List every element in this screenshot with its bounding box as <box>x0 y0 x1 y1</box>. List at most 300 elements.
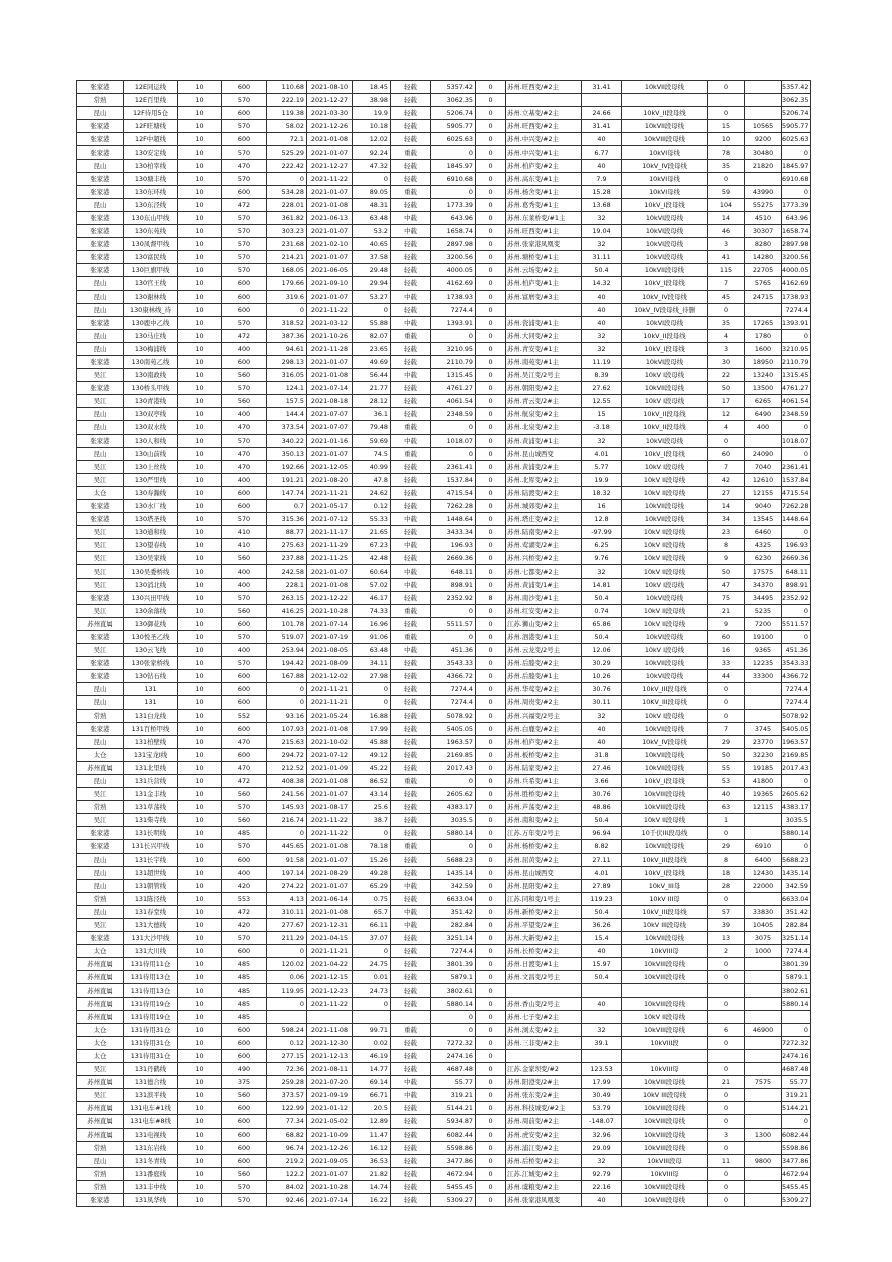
users-cell: 0 <box>708 1036 745 1049</box>
table-row <box>77 539 811 552</box>
users-cell: 0 <box>708 1193 745 1206</box>
table-row <box>77 1115 811 1128</box>
load-cell: 316.05 <box>267 369 307 382</box>
date-cell: 2021-01-07 <box>307 185 353 198</box>
date-cell: 2021-08-29 <box>307 866 353 879</box>
ratio-cell: 31.41 <box>582 81 622 94</box>
line-name-cell: 131超世线 <box>124 866 178 879</box>
rate-cell: 14.77 <box>353 1063 391 1076</box>
count-cell: 0 <box>476 94 506 107</box>
status-cell: 轻载 <box>391 81 431 94</box>
substation-cell: 苏州.新桥变/#2主 <box>506 905 582 918</box>
margin-cell: 5206.74 <box>431 107 476 120</box>
bus-cell: 10kV I段母线 <box>622 709 708 722</box>
ratio-cell: 36.26 <box>582 919 622 932</box>
load-cell: 211.29 <box>267 932 307 945</box>
bus-cell: 10kVII段母线 <box>622 500 708 513</box>
region-cell: 张家港 <box>77 630 124 643</box>
substation-cell: 江苏.万年变/2号主 <box>506 827 582 840</box>
count-cell: 0 <box>476 945 506 958</box>
bus-cell: 10kV_III母 <box>622 879 708 892</box>
ratio-cell: 32.96 <box>582 1128 622 1141</box>
users-cap-cell: 6230 <box>745 552 782 565</box>
available-cell: 0 <box>782 630 811 643</box>
rate-cell: 86.52 <box>353 774 391 787</box>
users-cap-cell: 1000 <box>745 945 782 958</box>
status-cell: 轻载 <box>391 617 431 630</box>
date-cell: 2021-10-28 <box>307 604 353 617</box>
margin-cell: 1738.93 <box>431 290 476 303</box>
capacity-cell: 420 <box>222 919 267 932</box>
status-cell: 轻载 <box>391 1167 431 1180</box>
margin-cell: 0 <box>431 146 476 159</box>
substation-cell: 苏州.旺西变/#2主 <box>506 120 582 133</box>
substation-cell <box>506 303 582 316</box>
line-name-cell: 131朝管线 <box>124 879 178 892</box>
load-cell: 145.93 <box>267 801 307 814</box>
substation-cell: 苏州.旺西变/#2主 <box>506 81 582 94</box>
table-row <box>77 1180 811 1193</box>
ratio-cell: 50.4 <box>582 905 622 918</box>
margin-cell: 643.96 <box>431 211 476 224</box>
ratio-cell: 24.66 <box>582 107 622 120</box>
bus-cell: 10kVIII段母线 <box>622 971 708 984</box>
substation-cell: 苏州.虞粮变/#2主 <box>506 1180 582 1193</box>
count-cell: 0 <box>476 342 506 355</box>
line-name-cell: 130山前线 <box>124 447 178 460</box>
rate-cell: 57.02 <box>353 578 391 591</box>
available-cell: 4715.54 <box>782 486 811 499</box>
ratio-cell: 13.68 <box>582 198 622 211</box>
region-cell: 张家港 <box>77 513 124 526</box>
voltage-cell: 10 <box>178 840 222 853</box>
table-row <box>77 94 811 107</box>
rate-cell: 28.12 <box>353 395 391 408</box>
users-cell: 0 <box>708 303 745 316</box>
date-cell: 2021-11-21 <box>307 696 353 709</box>
date-cell: 2021-04-15 <box>307 932 353 945</box>
date-cell: 2021-05-02 <box>307 1115 353 1128</box>
capacity-cell: 600 <box>222 133 267 146</box>
margin-cell: 5880.14 <box>431 827 476 840</box>
voltage-cell: 10 <box>178 919 222 932</box>
date-cell: 2021-10-09 <box>307 1128 353 1141</box>
load-cell: 259.28 <box>267 1076 307 1089</box>
users-cell: 0 <box>708 1180 745 1193</box>
substation-cell: 苏州.北泉变/#2主 <box>506 421 582 434</box>
capacity-cell: 470 <box>222 460 267 473</box>
users-cap-cell: 18950 <box>745 355 782 368</box>
status-cell: 重载 <box>391 447 431 460</box>
ratio-cell: -97.99 <box>582 526 622 539</box>
ratio-cell: 6.77 <box>582 146 622 159</box>
available-cell: 3802.61 <box>782 984 811 997</box>
count-cell: 0 <box>476 1193 506 1206</box>
voltage-cell: 10 <box>178 434 222 447</box>
line-name-cell: 131待用19仓 <box>124 1010 178 1023</box>
table-row <box>77 225 811 238</box>
count-cell: 0 <box>476 486 506 499</box>
bus-cell: 10kVIII段母线 <box>622 997 708 1010</box>
status-cell: 重载 <box>391 774 431 787</box>
voltage-cell: 10 <box>178 486 222 499</box>
bus-cell: 10kVI母线 <box>622 172 708 185</box>
available-cell: 3801.39 <box>782 958 811 971</box>
bus-cell: 10kV II段母线 <box>622 526 708 539</box>
ratio-cell: 27.89 <box>582 879 622 892</box>
rate-cell <box>353 1010 391 1023</box>
voltage-cell: 10 <box>178 369 222 382</box>
voltage-cell: 10 <box>178 578 222 591</box>
bus-cell: 10kV III段母线 <box>622 919 708 932</box>
available-cell: 6025.63 <box>782 133 811 146</box>
load-cell: 298.13 <box>267 355 307 368</box>
voltage-cell: 10 <box>178 133 222 146</box>
count-cell: 0 <box>476 1036 506 1049</box>
load-cell: 93.16 <box>267 709 307 722</box>
capacity-cell: 600 <box>222 355 267 368</box>
region-cell: 苏州直属 <box>77 958 124 971</box>
capacity-cell: 570 <box>222 264 267 277</box>
line-name-cell: 131凤华线 <box>124 1193 178 1206</box>
load-cell: 253.94 <box>267 644 307 657</box>
load-cell: 214.21 <box>267 251 307 264</box>
line-name-cell: 131待用13仓 <box>124 971 178 984</box>
users-cap-cell: 43990 <box>745 185 782 198</box>
rate-cell: 55.33 <box>353 513 391 526</box>
load-cell: 525.29 <box>267 146 307 159</box>
status-cell: 轻载 <box>391 945 431 958</box>
date-cell: 2021-10-28 <box>307 1180 353 1193</box>
rate-cell: 53.27 <box>353 290 391 303</box>
substation-cell: 苏州.柏庐变/#2主 <box>506 735 582 748</box>
region-cell: 吴江 <box>77 473 124 486</box>
bus-cell: 10KV_III段母线 <box>622 696 708 709</box>
load-cell: 350.13 <box>267 447 307 460</box>
load-cell <box>267 1010 307 1023</box>
users-cap-cell: 3075 <box>745 932 782 945</box>
substation-cell: 苏州.云场变/#2主 <box>506 264 582 277</box>
capacity-cell: 490 <box>222 1063 267 1076</box>
count-cell: 0 <box>476 617 506 630</box>
region-cell: 吴江 <box>77 565 124 578</box>
substation-cell <box>506 94 582 107</box>
status-cell: 轻载 <box>391 1049 431 1062</box>
region-cell: 太仓 <box>77 1036 124 1049</box>
line-name-cell: 130东苑线 <box>124 225 178 238</box>
substation-cell: 苏州.南苑变/#1主 <box>506 355 582 368</box>
substation-cell: 苏州.莺湖变/2#主 <box>506 539 582 552</box>
load-cell: 340.22 <box>267 434 307 447</box>
line-name-cell: 130南政线 <box>124 369 178 382</box>
substation-cell: 苏州.张家港凤凰变 <box>506 1193 582 1206</box>
users-cell: 21 <box>708 604 745 617</box>
substation-cell: 苏州.陆家变/#2主 <box>506 761 582 774</box>
count-cell: 0 <box>476 211 506 224</box>
status-cell: 中载 <box>391 879 431 892</box>
date-cell: 2021-12-30 <box>307 1036 353 1049</box>
capacity-cell: 600 <box>222 277 267 290</box>
voltage-cell: 10 <box>178 526 222 539</box>
users-cap-cell: 13500 <box>745 382 782 395</box>
available-cell: 3210.95 <box>782 342 811 355</box>
table-row <box>77 355 811 368</box>
count-cell: 0 <box>476 774 506 787</box>
voltage-cell: 10 <box>178 565 222 578</box>
users-cell: 0 <box>708 1063 745 1076</box>
available-cell: 7274.4 <box>782 696 811 709</box>
users-cell: 15 <box>708 120 745 133</box>
ratio-cell: 40 <box>582 945 622 958</box>
rate-cell: 74.33 <box>353 604 391 617</box>
date-cell: 2021-12-31 <box>307 919 353 932</box>
users-cell: 75 <box>708 591 745 604</box>
users-cap-cell <box>745 1010 782 1023</box>
status-cell: 轻载 <box>391 814 431 827</box>
date-cell: 2021-12-23 <box>307 984 353 997</box>
line-name-cell: 12E百里线 <box>124 94 178 107</box>
available-cell: 2017.43 <box>782 761 811 774</box>
available-cell: 0 <box>782 604 811 617</box>
region-cell: 吴江 <box>77 604 124 617</box>
count-cell: 0 <box>476 644 506 657</box>
status-cell: 轻载 <box>391 238 431 251</box>
substation-cell: 苏州.青云变/2#主 <box>506 395 582 408</box>
substation-cell: 苏州.陆南变/#2主 <box>506 526 582 539</box>
substation-cell: 苏州.航泉变/#2主 <box>506 408 582 421</box>
date-cell: 2021-04-22 <box>307 958 353 971</box>
available-cell: 4687.48 <box>782 1063 811 1076</box>
table-row <box>77 709 811 722</box>
table-row <box>77 81 811 94</box>
date-cell: 2021-01-08 <box>307 133 353 146</box>
bus-cell: 10kVI段母线 <box>622 591 708 604</box>
count-cell: 0 <box>476 1128 506 1141</box>
margin-cell: 351.42 <box>431 905 476 918</box>
table-row <box>77 513 811 526</box>
users-cell: 29 <box>708 840 745 853</box>
capacity-cell: 600 <box>222 1049 267 1062</box>
substation-cell: 苏州.周贵变/#2主 <box>506 696 582 709</box>
substation-cell: 苏州.葛秀变/#1主 <box>506 198 582 211</box>
load-cell: 0 <box>267 303 307 316</box>
available-cell: 1773.39 <box>782 198 811 211</box>
table-row <box>77 604 811 617</box>
users-cap-cell: 13240 <box>745 369 782 382</box>
margin-cell: 3477.86 <box>431 1154 476 1167</box>
region-cell: 张家港 <box>77 120 124 133</box>
bus-cell: 10kVIII段母线 <box>622 1102 708 1115</box>
margin-cell: 3433.34 <box>431 526 476 539</box>
ratio-cell: 40 <box>582 303 622 316</box>
line-name-cell: 131待用19仓 <box>124 997 178 1010</box>
count-cell: 0 <box>476 801 506 814</box>
status-cell: 轻载 <box>391 591 431 604</box>
bus-cell: 10kVI段母线 <box>622 434 708 447</box>
capacity-cell: 600 <box>222 617 267 630</box>
capacity-cell: 420 <box>222 879 267 892</box>
available-cell: 1658.74 <box>782 225 811 238</box>
voltage-cell: 10 <box>178 997 222 1010</box>
load-cell: 96.74 <box>267 1141 307 1154</box>
count-cell: 0 <box>476 748 506 761</box>
bus-cell: 10kVII段母线 <box>622 657 708 670</box>
voltage-cell: 10 <box>178 905 222 918</box>
count-cell: 0 <box>476 146 506 159</box>
count-cell: 0 <box>476 355 506 368</box>
table-row <box>77 238 811 251</box>
margin-cell: 2605.62 <box>431 788 476 801</box>
table-row <box>77 552 811 565</box>
users-cap-cell: 9040 <box>745 500 782 513</box>
available-cell: 7274.4 <box>782 683 811 696</box>
available-cell: 4162.69 <box>782 277 811 290</box>
table-row <box>77 761 811 774</box>
date-cell: 2021-11-28 <box>307 342 353 355</box>
table-row <box>77 172 811 185</box>
substation-cell: 苏州.立基变/#2主 <box>506 107 582 120</box>
users-cap-cell: 1600 <box>745 342 782 355</box>
line-name-cell: 130鹿中乙线 <box>124 316 178 329</box>
voltage-cell: 10 <box>178 683 222 696</box>
load-cell: 228.01 <box>267 198 307 211</box>
region-cell: 常熟 <box>77 1180 124 1193</box>
table-row <box>77 264 811 277</box>
voltage-cell: 10 <box>178 761 222 774</box>
rate-cell: 91.06 <box>353 630 391 643</box>
region-cell: 昆山 <box>77 198 124 211</box>
date-cell: 2021-09-19 <box>307 1089 353 1102</box>
margin-cell: 0 <box>431 604 476 617</box>
table-row <box>77 146 811 159</box>
users-cap-cell: 5765 <box>745 277 782 290</box>
region-cell: 昆山 <box>77 774 124 787</box>
region-cell: 张家港 <box>77 146 124 159</box>
ratio-cell: 40 <box>582 1193 622 1206</box>
load-cell: 0 <box>267 945 307 958</box>
margin-cell: 3802.61 <box>431 984 476 997</box>
table-row <box>77 840 811 853</box>
date-cell: 2021-12-22 <box>307 591 353 604</box>
users-cell: 0 <box>708 892 745 905</box>
voltage-cell: 10 <box>178 107 222 120</box>
bus-cell: 10kVIII段母线 <box>622 133 708 146</box>
voltage-cell: 10 <box>178 1023 222 1036</box>
bus-cell: 10kV II段母线 <box>622 1010 708 1023</box>
count-cell: 0 <box>476 1076 506 1089</box>
voltage-cell: 10 <box>178 958 222 971</box>
rate-cell: 16.12 <box>353 1141 391 1154</box>
available-cell: 0 <box>782 1115 811 1128</box>
region-cell: 苏州直属 <box>77 1102 124 1115</box>
voltage-cell: 10 <box>178 827 222 840</box>
capacity-cell: 472 <box>222 329 267 342</box>
load-cell: 92.46 <box>267 1193 307 1206</box>
table-row <box>77 997 811 1010</box>
margin-cell: 0 <box>431 840 476 853</box>
count-cell: 0 <box>476 1023 506 1036</box>
voltage-cell: 10 <box>178 1193 222 1206</box>
voltage-cell: 10 <box>178 473 222 486</box>
margin-cell: 648.11 <box>431 565 476 578</box>
bus-cell: 10kV_IV段母线 <box>622 290 708 303</box>
users-cap-cell: 22000 <box>745 879 782 892</box>
table-row <box>77 382 811 395</box>
table-row <box>77 185 811 198</box>
capacity-cell: 570 <box>222 382 267 395</box>
users-cell: 44 <box>708 670 745 683</box>
substation-cell: 苏州.华莺变/#2主 <box>506 683 582 696</box>
count-cell: 0 <box>476 879 506 892</box>
users-cap-cell: 24715 <box>745 290 782 303</box>
voltage-cell: 10 <box>178 866 222 879</box>
line-name-cell: 131东岩线 <box>124 1141 178 1154</box>
bus-cell: 10kV I段母线 <box>622 644 708 657</box>
substation-cell: 苏州.兴福变/2号主 <box>506 709 582 722</box>
capacity-cell: 560 <box>222 395 267 408</box>
users-cap-cell: 9200 <box>745 133 782 146</box>
available-cell: 6910.68 <box>782 172 811 185</box>
voltage-cell: 10 <box>178 552 222 565</box>
users-cell: 8 <box>708 539 745 552</box>
line-name-cell: 12F待用5仓 <box>124 107 178 120</box>
line-name-cell: 131长宇线 <box>124 853 178 866</box>
table-row <box>77 905 811 918</box>
load-cell: 119.95 <box>267 984 307 997</box>
ratio-cell: 50.4 <box>582 971 622 984</box>
line-name-cell: 130塔圣线 <box>124 513 178 526</box>
load-cell: 310.11 <box>267 905 307 918</box>
voltage-cell: 10 <box>178 421 222 434</box>
voltage-cell: 10 <box>178 303 222 316</box>
users-cell: 35 <box>708 316 745 329</box>
date-cell: 2021-02-10 <box>307 238 353 251</box>
capacity-cell: 485 <box>222 958 267 971</box>
date-cell: 2021-12-27 <box>307 94 353 107</box>
users-cap-cell: 12115 <box>745 801 782 814</box>
load-cell: 216.74 <box>267 814 307 827</box>
date-cell: 2021-08-20 <box>307 473 353 486</box>
users-cap-cell <box>745 1089 782 1102</box>
line-name-cell: 130消北线 <box>124 578 178 591</box>
table-row <box>77 1076 811 1089</box>
date-cell: 2021-08-17 <box>307 801 353 814</box>
table-row <box>77 735 811 748</box>
substation-cell: 苏州.兴桥变/#2主 <box>506 552 582 565</box>
date-cell: 2021-07-14 <box>307 382 353 395</box>
users-cap-cell <box>745 172 782 185</box>
status-cell: 中载 <box>391 434 431 447</box>
region-cell: 张家港 <box>77 657 124 670</box>
substation-cell: 苏州.瓷浦变/#1主 <box>506 316 582 329</box>
substation-cell: 苏州.云龙变/2号主 <box>506 644 582 657</box>
line-name-cell: 130望春线 <box>124 539 178 552</box>
bus-cell: 10kV I段母线 <box>622 369 708 382</box>
ratio-cell: 12.06 <box>582 644 622 657</box>
users-cell: 27 <box>708 486 745 499</box>
substation-cell: 苏州.浦江变/#2主 <box>506 1141 582 1154</box>
margin-cell: 3251.14 <box>431 932 476 945</box>
region-cell: 昆山 <box>77 159 124 172</box>
users-cap-cell <box>745 683 782 696</box>
ratio-cell: 10.26 <box>582 670 622 683</box>
region-cell: 苏州直属 <box>77 1128 124 1141</box>
substation-cell: 苏州.周前变/#2主 <box>506 1115 582 1128</box>
table-row <box>77 722 811 735</box>
users-cap-cell: 34370 <box>745 578 782 591</box>
line-name-cell: 131兵营线 <box>124 774 178 787</box>
bus-cell: 10kVII段母线 <box>622 748 708 761</box>
